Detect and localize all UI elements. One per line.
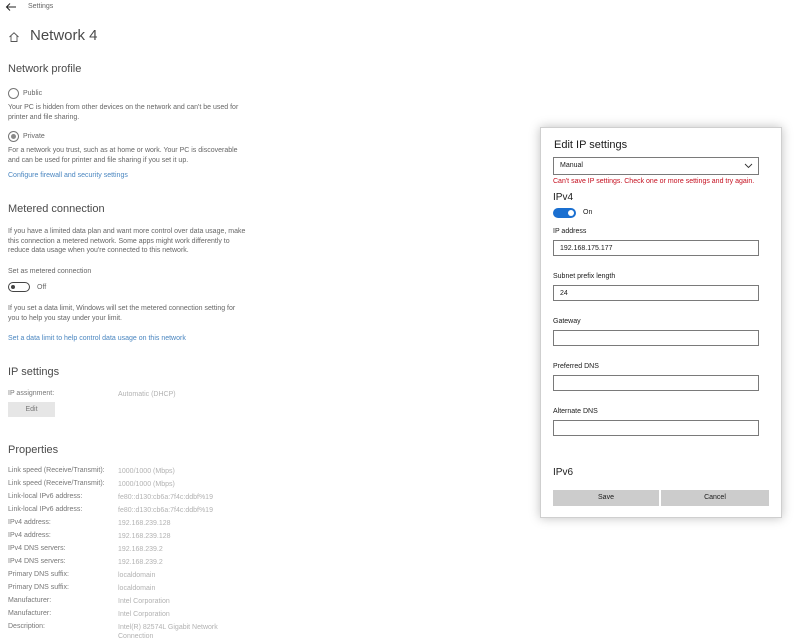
ip-assignment-value: Automatic (DHCP) bbox=[118, 391, 176, 398]
property-key: IPv4 address: bbox=[8, 532, 51, 539]
property-value: fe80::d130:cb6a:7f4c:ddbf%19 bbox=[118, 494, 213, 501]
property-row bbox=[8, 558, 248, 571]
property-value: 1000/1000 (Mbps) bbox=[118, 468, 175, 475]
save-button[interactable]: Save bbox=[553, 490, 659, 506]
ipv4-toggle[interactable] bbox=[553, 208, 576, 218]
property-key: Description: bbox=[8, 623, 45, 630]
property-key: Link-local IPv6 address: bbox=[8, 506, 83, 513]
property-value: 192.168.239.128 bbox=[118, 533, 171, 540]
property-key: IPv4 DNS servers: bbox=[8, 558, 66, 565]
metered-toggle[interactable] bbox=[8, 282, 30, 292]
property-row bbox=[8, 467, 248, 480]
property-row bbox=[8, 545, 248, 558]
property-value: fe80::d130:cb6a:7f4c:ddbf%19 bbox=[118, 507, 213, 514]
alternate-dns-field[interactable] bbox=[553, 420, 759, 436]
property-value: localdomain bbox=[118, 572, 156, 579]
property-row bbox=[8, 480, 248, 493]
page-title: Network 4 bbox=[30, 27, 98, 44]
ip-address-field[interactable] bbox=[553, 240, 759, 256]
title-bar bbox=[0, 0, 800, 16]
property-value: Intel(R) 82574L Gigabit Network Connection bbox=[118, 624, 218, 640]
dialog-title: Edit IP settings bbox=[554, 139, 628, 151]
property-value: Intel Corporation bbox=[118, 611, 170, 618]
ip-address-label: IP address bbox=[553, 228, 587, 235]
property-value: 192.168.239.128 bbox=[118, 520, 171, 527]
metered-description: If you have a limited data plan and want more control over data usage, make this connection a metered network. Some apps might work differently to reduce data usage when you're connected to this network. bbox=[8, 228, 246, 254]
metered-toggle-state: Off bbox=[37, 284, 47, 291]
data-limit-description: If you set a data limit, Windows will set the metered connection setting for you to help you stay under your limit. bbox=[8, 305, 236, 322]
network-profile-heading: Network profile bbox=[8, 63, 82, 75]
home-icon[interactable] bbox=[8, 31, 20, 43]
property-row bbox=[8, 597, 248, 610]
cancel-button[interactable]: Cancel bbox=[661, 490, 769, 506]
property-key: Link speed (Receive/Transmit): bbox=[8, 480, 105, 487]
property-row bbox=[8, 623, 248, 640]
property-key: IPv4 DNS servers: bbox=[8, 545, 66, 552]
property-value: Intel Corporation bbox=[118, 598, 170, 605]
public-description: Your PC is hidden from other devices on the network and can't be used for printer and file sharing. bbox=[8, 104, 239, 121]
private-radio-label[interactable]: Private bbox=[23, 133, 45, 140]
public-radio[interactable] bbox=[8, 88, 19, 99]
data-limit-link[interactable]: Set a data limit to help control data usage on this network bbox=[8, 335, 186, 342]
property-row bbox=[8, 493, 248, 506]
subnet-label: Subnet prefix length bbox=[553, 273, 616, 280]
property-value: 192.168.239.2 bbox=[118, 546, 163, 553]
property-key: IPv4 address: bbox=[8, 519, 51, 526]
property-value: 1000/1000 (Mbps) bbox=[118, 481, 175, 488]
property-row bbox=[8, 506, 248, 519]
metered-toggle-label: Set as metered connection bbox=[8, 268, 92, 275]
subnet-prefix-field[interactable] bbox=[553, 285, 759, 301]
chevron-down-icon bbox=[744, 161, 753, 170]
ip-assignment-label: IP assignment: bbox=[8, 390, 55, 397]
preferred-dns-field[interactable] bbox=[553, 375, 759, 391]
property-key: Manufacturer: bbox=[8, 610, 52, 617]
property-row bbox=[8, 519, 248, 532]
property-row bbox=[8, 584, 248, 597]
property-row bbox=[8, 610, 248, 623]
property-value: 192.168.239.2 bbox=[118, 559, 163, 566]
property-key: Primary DNS suffix: bbox=[8, 584, 69, 591]
dialog-footer bbox=[541, 484, 782, 518]
ipv4-heading: IPv4 bbox=[553, 192, 574, 203]
firewall-settings-link[interactable]: Configure firewall and security settings bbox=[8, 172, 128, 179]
property-key: Link-local IPv6 address: bbox=[8, 493, 83, 500]
property-key: Manufacturer: bbox=[8, 597, 52, 604]
ipv6-heading: IPv6 bbox=[553, 467, 574, 478]
ip-mode-select[interactable] bbox=[553, 157, 759, 175]
property-row bbox=[8, 571, 248, 584]
ip-mode-value: Manual bbox=[560, 162, 583, 169]
error-message: Can't save IP settings. Check one or more settings and try again. bbox=[553, 178, 755, 185]
property-key: Link speed (Receive/Transmit): bbox=[8, 467, 105, 474]
metered-connection-heading: Metered connection bbox=[8, 203, 105, 215]
ip-settings-heading: IP settings bbox=[8, 366, 60, 378]
property-key: Primary DNS suffix: bbox=[8, 571, 69, 578]
properties-heading: Properties bbox=[8, 444, 59, 456]
edit-ip-button[interactable]: Edit bbox=[8, 402, 55, 417]
preferred-dns-label: Preferred DNS bbox=[553, 363, 599, 370]
alternate-dns-label: Alternate DNS bbox=[553, 408, 598, 415]
back-arrow-icon[interactable] bbox=[5, 1, 17, 13]
app-title: Settings bbox=[28, 3, 54, 10]
edit-ip-dialog bbox=[540, 127, 782, 518]
public-radio-label[interactable]: Public bbox=[23, 90, 43, 97]
property-row bbox=[8, 532, 248, 545]
private-radio[interactable] bbox=[8, 131, 19, 142]
ipv4-toggle-state: On bbox=[583, 209, 593, 216]
private-description: For a network you trust, such as at home or work. Your PC is discoverable and can be used for printer and file sharing if you set it up. bbox=[8, 147, 238, 164]
gateway-field[interactable] bbox=[553, 330, 759, 346]
gateway-label: Gateway bbox=[553, 318, 581, 325]
property-value: localdomain bbox=[118, 585, 156, 592]
